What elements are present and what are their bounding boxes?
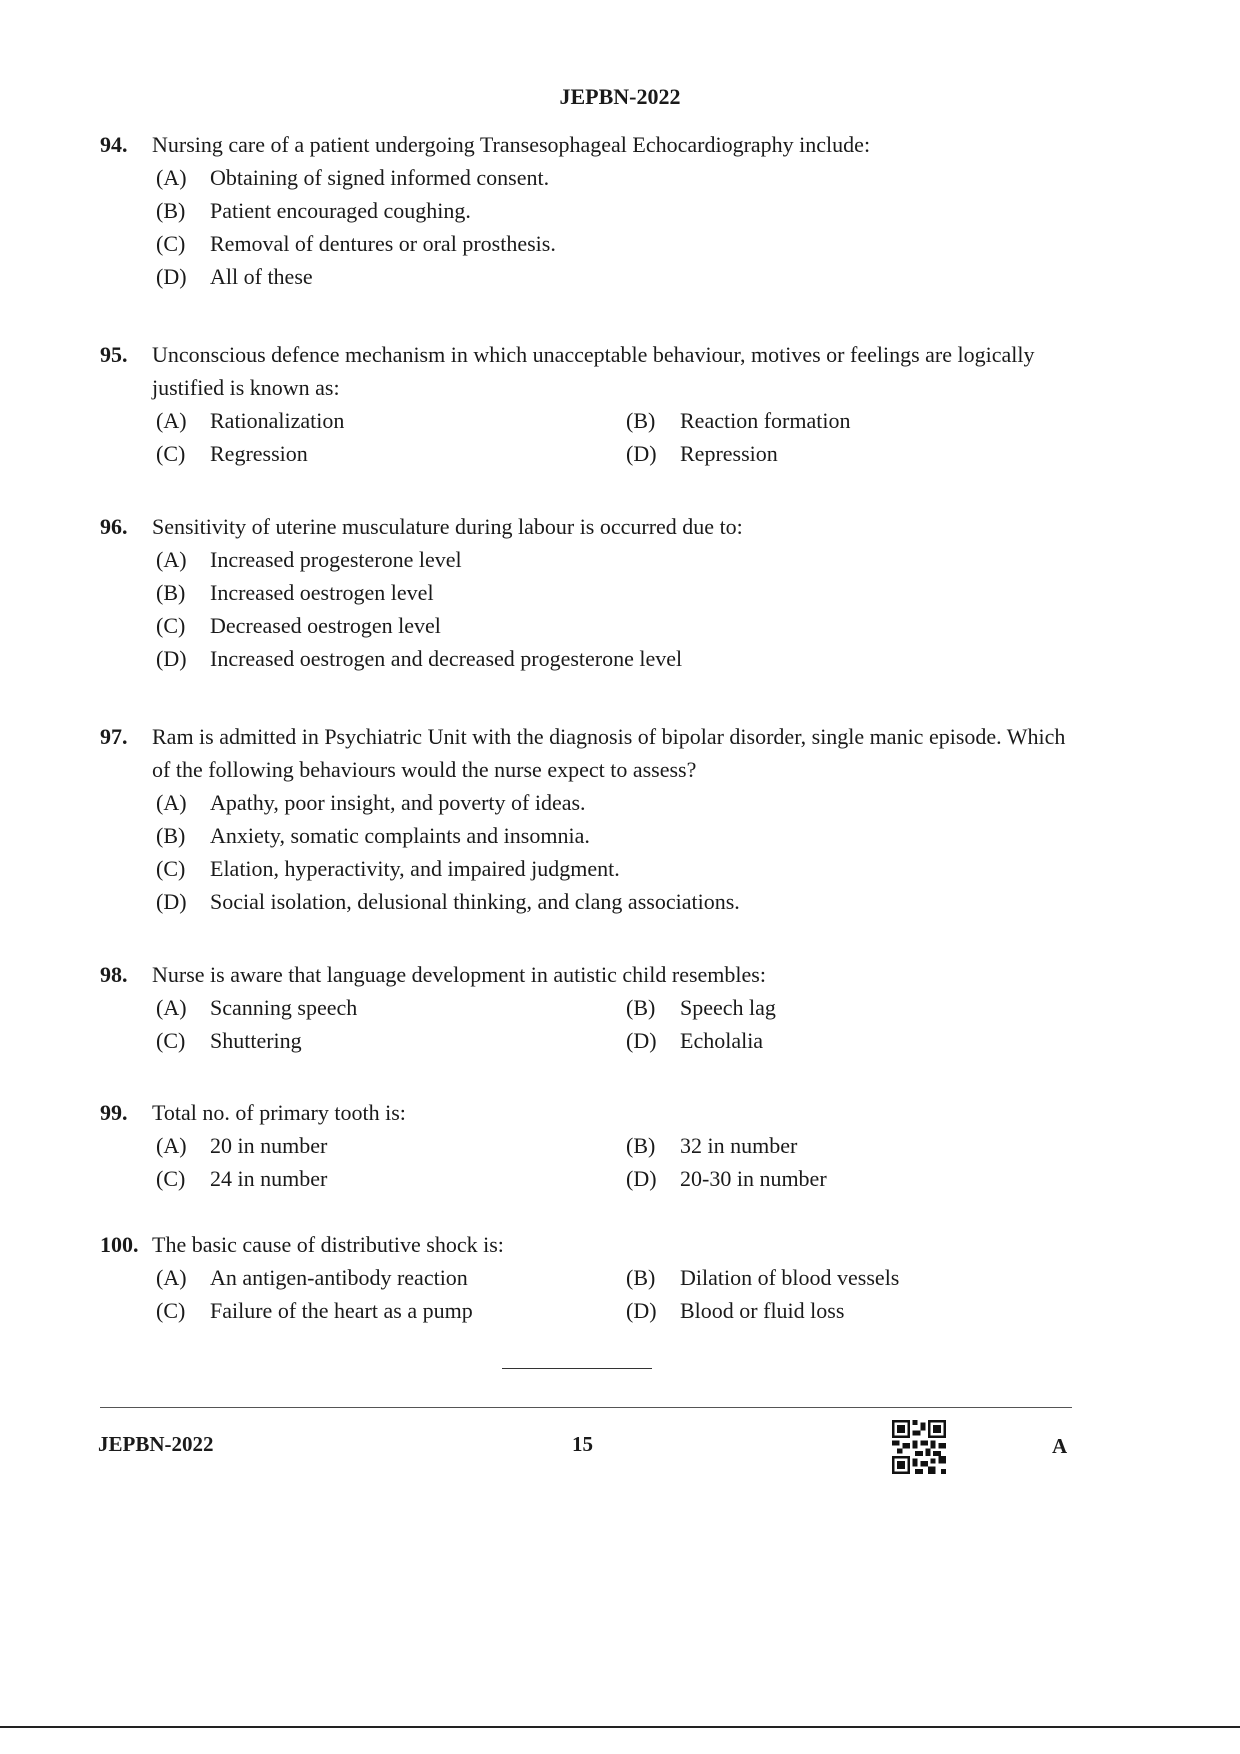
option-text: 20 in number [210, 1133, 328, 1158]
question-number: 100. [100, 1232, 139, 1257]
footer-exam-code: JEPBN-2022 [98, 1432, 214, 1456]
option-b [626, 1261, 1026, 1294]
question-number: 99. [100, 1100, 128, 1125]
option-key: (A) [156, 995, 187, 1020]
question-98 [100, 958, 1080, 1057]
option-c [156, 437, 626, 470]
page-number: 15 [572, 1432, 593, 1456]
question-text: The basic cause of distributive shock is: [152, 1232, 504, 1257]
option-text: Failure of the heart as a pump [210, 1298, 473, 1323]
option-key: (C) [156, 613, 186, 638]
option-key: (C) [156, 231, 186, 256]
option-key: (B) [156, 198, 186, 223]
option-key: (B) [156, 580, 186, 605]
option-a [156, 161, 1080, 194]
option-key: (C) [156, 1298, 186, 1323]
option-key: (D) [156, 264, 187, 289]
question-text: Unconscious defence mechanism in which unacceptable behaviour, motives or feelings are logically justified is known as: [152, 342, 1035, 400]
option-key: (A) [156, 547, 187, 572]
end-of-questions-divider [502, 1368, 652, 1369]
option-key: (A) [156, 165, 187, 190]
option-text: Obtaining of signed informed consent. [210, 165, 550, 190]
option-text: Scanning speech [210, 995, 358, 1020]
option-key: (C) [156, 856, 186, 881]
page-bottom-rule [0, 1726, 1240, 1728]
option-d [626, 1024, 1026, 1057]
option-text: Shuttering [210, 1028, 302, 1053]
question-number: 96. [100, 514, 128, 539]
option-key: (B) [156, 823, 186, 848]
option-text: Rationalization [210, 408, 345, 433]
option-text: Patient encouraged coughing. [210, 198, 471, 223]
option-key: (A) [156, 408, 187, 433]
qr-code-icon [892, 1420, 946, 1474]
option-text: Anxiety, somatic complaints and insomnia. [210, 823, 590, 848]
option-c [156, 609, 1080, 642]
option-c [156, 1024, 626, 1057]
question-99 [100, 1096, 1080, 1195]
option-text: An antigen-antibody reaction [210, 1265, 468, 1290]
option-key: (C) [156, 1028, 186, 1053]
option-a [156, 786, 1080, 819]
option-key: (A) [156, 1133, 187, 1158]
option-text: Decreased oestrogen level [210, 613, 441, 638]
question-96 [100, 510, 1080, 675]
option-a [156, 1261, 626, 1294]
option-d [156, 642, 1080, 675]
option-a [156, 404, 626, 437]
footer-rule [100, 1407, 1072, 1408]
option-text: Apathy, poor insight, and poverty of ideas. [210, 790, 586, 815]
question-text: Sensitivity of uterine musculature during labour is occurred due to: [152, 514, 743, 539]
question-number: 94. [100, 132, 128, 157]
option-d [626, 1162, 1026, 1195]
question-95 [100, 338, 1080, 470]
option-b [626, 1129, 1026, 1162]
option-text: Elation, hyperactivity, and impaired judgment. [210, 856, 620, 881]
option-c [156, 852, 1080, 885]
option-text: 20-30 in number [680, 1166, 827, 1191]
option-text: 24 in number [210, 1166, 328, 1191]
option-key: (D) [626, 1166, 657, 1191]
option-d [156, 260, 1080, 293]
option-text: Dilation of blood vessels [680, 1265, 900, 1290]
option-text: Increased oestrogen level [210, 580, 434, 605]
option-text: 32 in number [680, 1133, 798, 1158]
option-b [626, 991, 1026, 1024]
option-key: (C) [156, 441, 186, 466]
option-a [156, 543, 1080, 576]
option-key: (D) [626, 441, 657, 466]
option-text: Regression [210, 441, 308, 466]
question-text: Nursing care of a patient undergoing Transesophageal Echocardiography include: [152, 132, 871, 157]
option-key: (D) [626, 1298, 657, 1323]
option-key: (A) [156, 1265, 187, 1290]
option-a [156, 1129, 626, 1162]
option-key: (D) [626, 1028, 657, 1053]
option-b [626, 404, 1026, 437]
option-key: (A) [156, 790, 187, 815]
option-key: (B) [626, 995, 656, 1020]
question-text: Total no. of primary tooth is: [152, 1100, 406, 1125]
option-text: Social isolation, delusional thinking, and clang associations. [210, 889, 740, 914]
option-text: Increased oestrogen and decreased progesterone level [210, 646, 683, 671]
option-text: Removal of dentures or oral prosthesis. [210, 231, 556, 256]
option-text: Speech lag [680, 995, 776, 1020]
option-text: Blood or fluid loss [680, 1298, 845, 1323]
option-key: (D) [156, 646, 187, 671]
page-header-title: JEPBN-2022 [559, 84, 681, 109]
option-text: Increased progesterone level [210, 547, 462, 572]
option-b [156, 576, 1080, 609]
option-d [156, 885, 1080, 918]
question-number: 97. [100, 724, 128, 749]
option-text: All of these [210, 264, 313, 289]
option-b [156, 194, 1080, 227]
option-c [156, 1294, 626, 1327]
question-94 [100, 128, 1080, 293]
option-c [156, 227, 1080, 260]
question-text: Ram is admitted in Psychiatric Unit with the diagnosis of bipolar disorder, single manic episode. Which of the following behaviours would the nurse expect to assess? [152, 724, 1066, 782]
question-100 [100, 1228, 1080, 1327]
question-number: 98. [100, 962, 128, 987]
question-text: Nurse is aware that language development in autistic child resembles: [152, 962, 766, 987]
option-key: (B) [626, 408, 656, 433]
option-key: (C) [156, 1166, 186, 1191]
option-key: (B) [626, 1133, 656, 1158]
option-d [626, 1294, 1026, 1327]
question-series-code: A [1052, 1434, 1068, 1458]
option-a [156, 991, 626, 1024]
question-number: 95. [100, 342, 128, 367]
option-text: Reaction formation [680, 408, 851, 433]
option-d [626, 437, 1026, 470]
option-c [156, 1162, 626, 1195]
option-text: Repression [680, 441, 778, 466]
option-b [156, 819, 1080, 852]
option-key: (B) [626, 1265, 656, 1290]
question-97 [100, 720, 1080, 918]
option-text: Echolalia [680, 1028, 764, 1053]
option-key: (D) [156, 889, 187, 914]
